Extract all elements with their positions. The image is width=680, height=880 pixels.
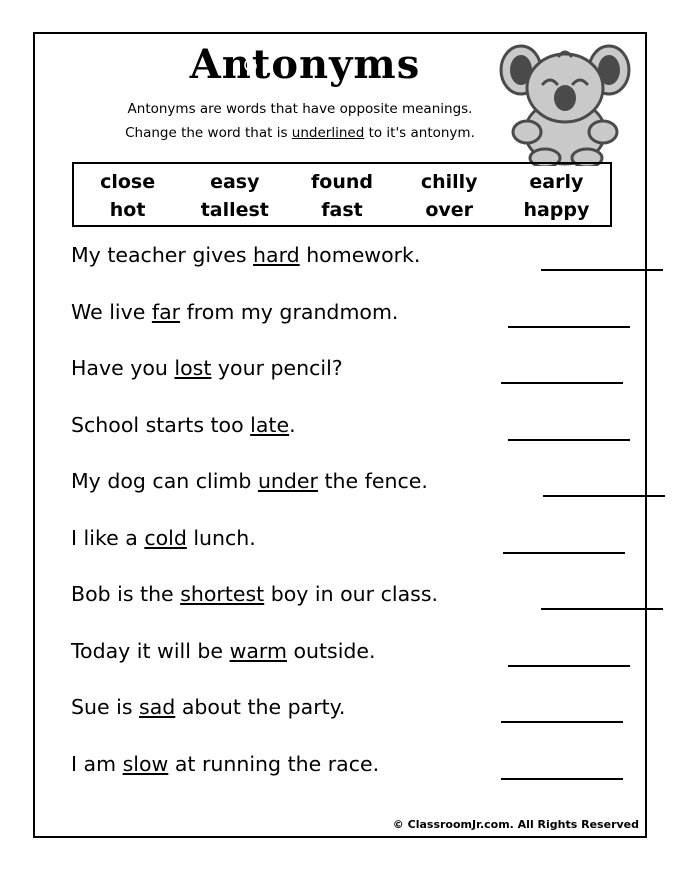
sentence-after: your pencil? (211, 356, 343, 380)
spiral-decoration-icon (241, 56, 261, 76)
answer-blank[interactable] (541, 269, 663, 271)
sentence-before: My teacher gives (71, 243, 254, 267)
word-bank-word: found (311, 171, 373, 193)
sentence-row (71, 522, 631, 579)
answer-blank[interactable] (501, 382, 623, 384)
word-bank-row-1 (74, 169, 610, 197)
sentence-target-word: hard (253, 243, 300, 267)
sentence-text (71, 243, 420, 267)
answer-blank[interactable] (543, 495, 665, 497)
word-bank-word: fast (321, 198, 363, 221)
instructions-line-1: Antonyms are words that have opposite meanings. (127, 101, 473, 117)
instructions-line-2 (75, 122, 525, 146)
sentence-before: My dog can climb (71, 469, 258, 493)
sentence-row (71, 296, 631, 353)
sentence-text (71, 752, 379, 776)
sentence-before: Bob is the (71, 582, 181, 606)
sentence-text (71, 413, 296, 437)
sentence-text (71, 582, 438, 606)
sentence-row (71, 691, 631, 748)
sentence-after: boy in our class. (264, 582, 439, 606)
sentence-list (71, 239, 631, 804)
page-title (125, 41, 485, 88)
instructions-underlined-word: underlined (291, 124, 365, 141)
sentence-before: School starts too (71, 412, 251, 437)
sentence-row (71, 352, 631, 409)
answer-blank[interactable] (508, 439, 630, 441)
instructions-line-2-before: Change the word that is (125, 124, 292, 141)
word-bank-word: early (529, 171, 584, 193)
sentence-after: outside. (286, 638, 376, 663)
sentence-text (71, 695, 345, 719)
sentence-after: lunch. (186, 525, 256, 550)
sentence-before: I am (71, 751, 123, 776)
sentence-before: I like a (71, 525, 145, 550)
answer-blank[interactable] (501, 778, 623, 780)
sentence-row (71, 635, 631, 692)
sentence-after: from my grandmom. (180, 299, 399, 324)
answer-blank[interactable] (508, 326, 630, 328)
sentence-row (71, 465, 631, 522)
word-bank-word: chilly (420, 171, 478, 193)
sentence-text (71, 469, 428, 493)
sentence-row (71, 748, 631, 805)
instructions (75, 98, 525, 145)
sentence-target-word: late (250, 412, 290, 437)
sentence-after: the fence. (317, 469, 428, 493)
sentence-row (71, 409, 631, 466)
sentence-after: about the party. (175, 695, 346, 719)
sentence-after: at running the race. (168, 751, 380, 776)
sentence-target-word: cold (144, 525, 187, 550)
sentence-target-word: under (257, 469, 318, 493)
word-bank-word: tallest (200, 198, 269, 221)
word-bank-row-2 (74, 197, 610, 225)
sentence-target-word: slow (122, 751, 169, 776)
answer-blank[interactable] (501, 721, 623, 723)
word-bank (72, 162, 612, 227)
answer-blank[interactable] (541, 608, 663, 610)
answer-blank[interactable] (503, 552, 625, 554)
worksheet-border (33, 32, 647, 838)
word-bank-word: close (100, 171, 156, 193)
sentence-row (71, 239, 631, 296)
sentence-before: Have you (71, 356, 175, 380)
sentence-target-word: far (151, 299, 181, 324)
sentence-text (71, 639, 376, 663)
word-bank-word: happy (523, 198, 590, 221)
sentence-target-word: sad (139, 695, 176, 719)
instructions-line-2-after: to it's antonym. (364, 124, 475, 141)
sentence-target-word: warm (229, 638, 287, 663)
sentence-target-word: lost (174, 356, 212, 380)
word-bank-word: over (425, 198, 474, 221)
sentence-text (71, 526, 256, 550)
sentence-target-word: shortest (180, 582, 265, 606)
sentence-before: Today it will be (71, 638, 230, 663)
copyright-footer: © ClassroomJr.com. All Rights Reserved (392, 818, 639, 831)
sentence-after: homework. (299, 243, 421, 267)
page-title-text: Antonyms (189, 41, 421, 88)
sentence-after: . (289, 412, 296, 437)
sentence-before: We live (71, 299, 152, 324)
sentence-row (71, 578, 631, 635)
sentence-text (71, 300, 398, 324)
answer-blank[interactable] (508, 665, 630, 667)
word-bank-word: hot (109, 198, 146, 221)
koala-illustration (497, 36, 637, 166)
word-bank-word: easy (210, 171, 260, 193)
sentence-text (71, 356, 343, 380)
sentence-before: Sue is (71, 695, 140, 719)
